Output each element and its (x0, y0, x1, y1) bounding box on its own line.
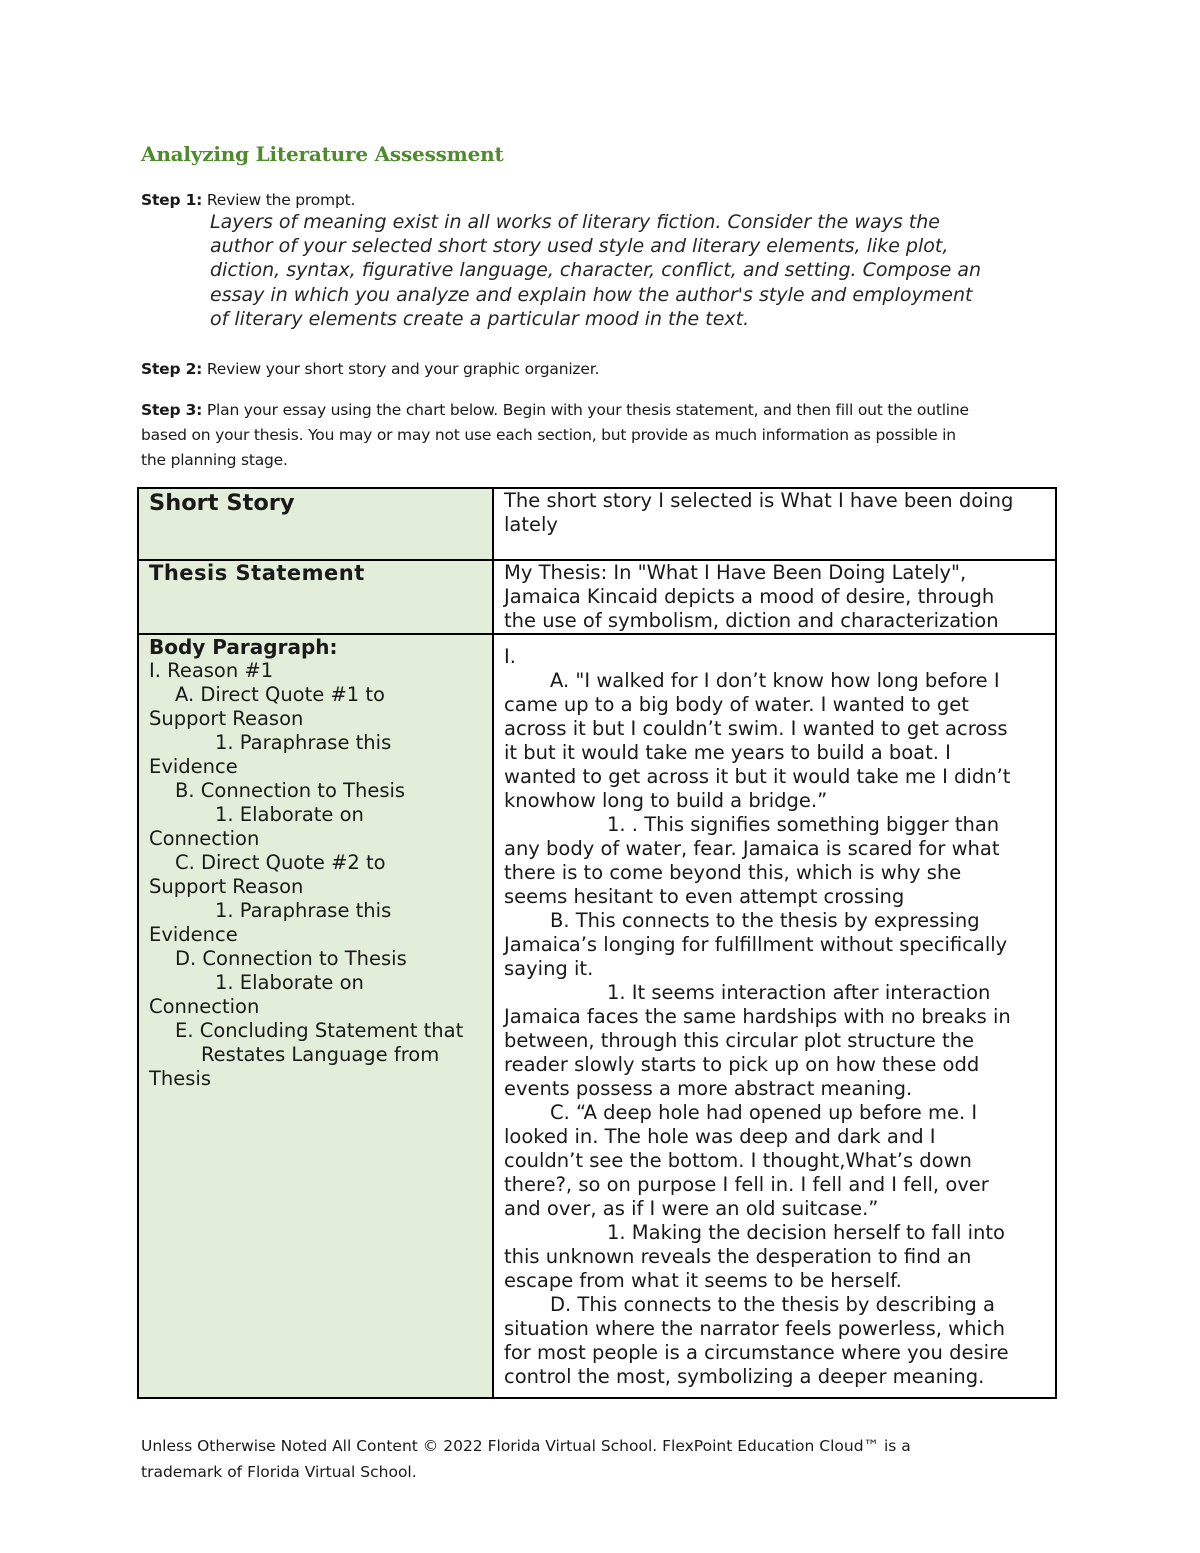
footer-line: trademark of Florida Virtual School. (141, 1463, 417, 1481)
outline-line: A. Direct Quote #1 to (175, 683, 385, 706)
step-3-text: the planning stage. (141, 451, 288, 469)
answer-line: the use of symbolism, diction and characterization (504, 609, 999, 632)
outline-line: 1. Elaborate on (215, 803, 364, 826)
body-paragraph-answer-cell[interactable] (493, 634, 1056, 1398)
outline-line: 1. Paraphrase this (215, 899, 392, 922)
essay-planning-chart (137, 487, 1057, 1399)
outline-line: Connection (149, 827, 260, 850)
answer-line: Jamaica Kincaid depicts a mood of desire, through (504, 585, 995, 608)
answer-line: Jamaica faces the same hardships with no breaks in (504, 1005, 1011, 1028)
outline-line: 1. Elaborate on (215, 971, 364, 994)
answer-line: I. (504, 645, 516, 668)
prompt-line: author of your selected short story used style and literary elements, like plot, (210, 235, 949, 258)
answer-line: and over, as if I were an old suitcase.” (504, 1197, 879, 1220)
body-paragraph-label-cell (138, 634, 493, 1398)
body-paragraph-header: Body Paragraph: (149, 635, 338, 659)
outline-line: D. Connection to Thesis (175, 947, 407, 970)
answer-line: any body of water, fear. Jamaica is scared for what (504, 837, 1000, 860)
prompt-text (210, 210, 1070, 331)
answer-line: across it but I couldn’t swim. I wanted to get across (504, 717, 1008, 740)
answer-line: there?, so on purpose I fell in. I fell and I fell, over (504, 1173, 989, 1196)
answer-line: it but it would take me years to build a boat. I (504, 741, 951, 764)
answer-line: C. “A deep hole had opened up before me. I (550, 1101, 978, 1124)
page-title: Analyzing Literature Assessment (141, 142, 504, 166)
step-3 (141, 398, 969, 473)
outline-line: Connection (149, 995, 260, 1018)
prompt-line: Layers of meaning exist in all works of literary fiction. Consider the ways the (210, 211, 940, 233)
short-story-answer-cell[interactable] (493, 488, 1056, 560)
outline-line: E. Concluding Statement that (175, 1019, 464, 1042)
step-2-label: Step 2: (141, 360, 203, 378)
step-2 (141, 357, 599, 382)
short-story-header: Short Story (149, 490, 295, 516)
answer-line: reader slowly starts to pick up on how these odd (504, 1053, 980, 1076)
answer-line: for most people is a circumstance where you desire (504, 1341, 1009, 1364)
step-1-text: Review the prompt. (202, 191, 356, 209)
step-3-text: Plan your essay using the chart below. Begin with your thesis statement, and then fill out the outline (202, 401, 969, 419)
answer-line: D. This connects to the thesis by describing a (550, 1293, 995, 1316)
answer-line: events possess a more abstract meaning. (504, 1077, 913, 1100)
copyright-footer (141, 1433, 1041, 1485)
prompt-line: diction, syntax, figurative language, character, conflict, and setting. Compose an (210, 259, 982, 282)
thesis-answer-cell[interactable] (493, 560, 1056, 634)
answer-line: knowhow long to build a bridge.” (504, 789, 828, 812)
body-paragraph-row (138, 634, 1056, 1398)
answer-line: this unknown reveals the desperation to find an (504, 1245, 972, 1268)
outline-line: Support Reason (149, 707, 304, 730)
outline-line: Evidence (149, 755, 238, 778)
thesis-row (138, 560, 1056, 634)
answer-line: there is to come beyond this, which is why she (504, 861, 962, 884)
spacer (504, 635, 1045, 645)
step-2-text: Review your short story and your graphic organizer. (202, 360, 600, 378)
thesis-label-cell (138, 560, 493, 634)
step-3-label: Step 3: (141, 401, 203, 419)
short-story-row (138, 488, 1056, 560)
answer-line: B. This connects to the thesis by expressing (550, 909, 980, 932)
outline-line: B. Connection to Thesis (175, 779, 406, 802)
outline-line: Support Reason (149, 875, 304, 898)
answer-line: situation where the narrator feels powerless, which (504, 1317, 1005, 1340)
answer-line: came up to a big body of water. I wanted to get (504, 693, 969, 716)
outline-line: Restates Language from (201, 1043, 440, 1066)
outline-line: I. Reason #1 (149, 659, 274, 682)
outline-line: C. Direct Quote #2 to (175, 851, 386, 874)
answer-line: Jamaica’s longing for fulfillment without specifically (504, 933, 1008, 956)
step-3-text: based on your thesis. You may or may not use each section, but provide as much information as possible in (141, 426, 956, 444)
thesis-header: Thesis Statement (149, 561, 365, 585)
answer-line: between, through this circular plot structure the (504, 1029, 974, 1052)
footer-line: Unless Otherwise Noted All Content © 2022 Florida Virtual School. FlexPoint Education Cloud™ is a (141, 1437, 911, 1455)
outline-line: 1. Paraphrase this (215, 731, 392, 754)
prompt-line: essay in which you analyze and explain how the author's style and employment (210, 283, 973, 306)
answer-line: lately (504, 513, 558, 536)
answer-line: saying it. (504, 957, 594, 980)
answer-line: escape from what it seems to be herself. (504, 1269, 902, 1292)
answer-line: looked in. The hole was deep and dark and I (504, 1125, 936, 1148)
outline-line: Thesis (149, 1067, 212, 1090)
answer-line: The short story I selected is What I have been doing (504, 489, 1014, 512)
step-1-label: Step 1: (141, 191, 203, 209)
answer-line: control the most, symbolizing a deeper meaning. (504, 1365, 985, 1388)
answer-line: My Thesis: In "What I Have Been Doing Lately", (504, 561, 967, 584)
answer-line: wanted to get across it but it would take me I didn’t (504, 765, 1011, 788)
answer-line: 1. . This signifies something bigger than (607, 813, 1000, 836)
answer-line: couldn’t see the bottom. I thought,What’s down (504, 1149, 972, 1172)
outline-line: Evidence (149, 923, 238, 946)
answer-line: A. "I walked for I don’t know how long before I (550, 669, 1000, 692)
prompt-line: of literary elements create a particular mood in the text. (210, 307, 750, 330)
answer-line: seems hesitant to even attempt crossing (504, 885, 905, 908)
answer-line: 1. It seems interaction after interaction (607, 981, 991, 1004)
short-story-label-cell (138, 488, 493, 560)
answer-line: 1. Making the decision herself to fall into (607, 1221, 1005, 1244)
